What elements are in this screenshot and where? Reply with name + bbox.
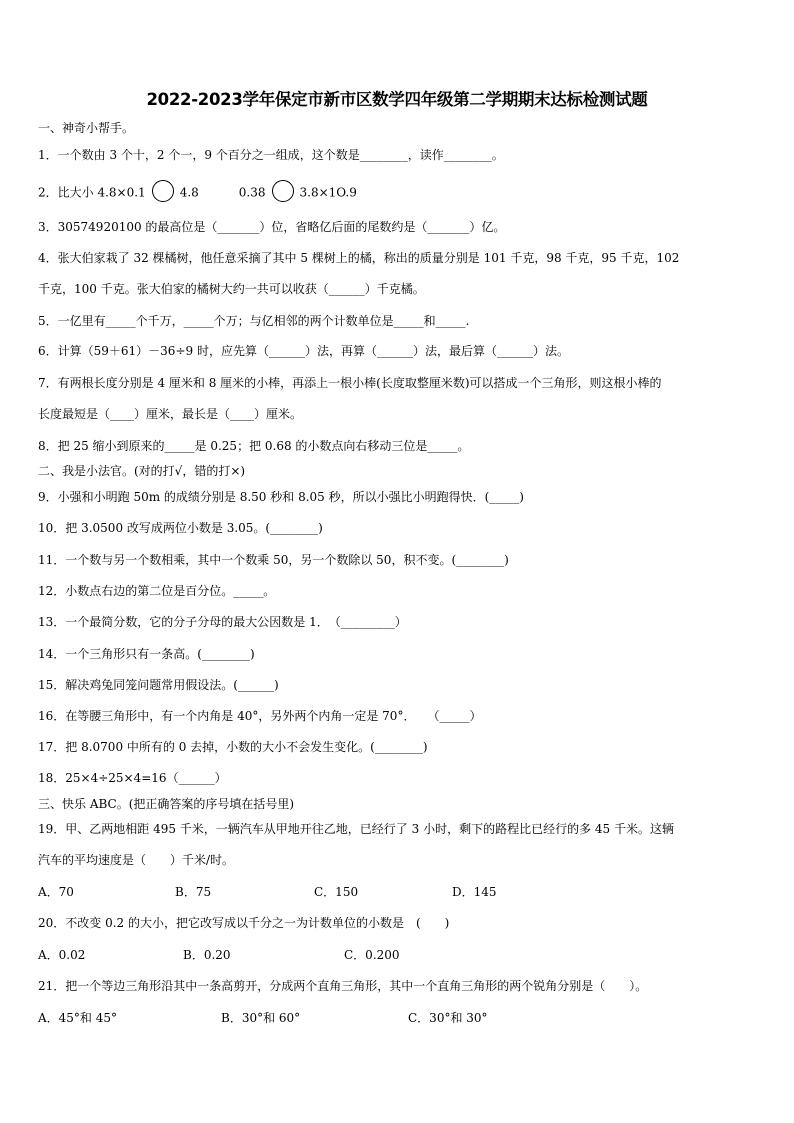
question-4-line-2: 千克，100 千克。张大伯家的橘树大约一共可以收获（______）千克橘。 [38, 282, 425, 296]
question-15: 15．解决鸡兔同笼问题常用假设法。(______) [38, 678, 279, 692]
question-21: 21．把一个等边三角形沿其中一条高剪开，分成两个直角三角形，其中一个直角三角形的两个锐角分别是（ ）。 [38, 979, 648, 993]
q19-option-a[interactable]: A．70 [38, 885, 74, 899]
q21-option-a[interactable]: A．45°和 45° [38, 1011, 118, 1025]
question-5: 5．一亿里有_____个千万，_____个万；与亿相邻的两个计数单位是_____和_____. [38, 314, 470, 328]
question-16: 16．在等腰三角形中，有一个内角是 40°，另外两个内角一定是 70°． （_____） [38, 709, 482, 723]
question-14: 14．一个三角形只有一条高。(________) [38, 647, 255, 661]
q19-option-d[interactable]: D．145 [452, 885, 497, 899]
q21-option-c[interactable]: C．30°和 30° [408, 1011, 488, 1025]
question-1: 1．一个数由 3 个十，2 个一，9 个百分之一组成，这个数是________，读作________。 [38, 148, 504, 162]
q2-b: 0.38 [238, 185, 266, 200]
question-13: 13．一个最简分数，它的分子分母的最大公因数是 1． （_________） [38, 615, 407, 629]
question-18: 18．25×4÷25×4=16（______） [38, 771, 227, 785]
question-12: 12．小数点右边的第二位是百分位。_____。 [38, 584, 276, 598]
question-17: 17．把 8.0700 中所有的 0 去掉，小数的大小不会发生变化。(________) [38, 740, 428, 754]
section-heading-2: 二、我是小法官。(对的打√，错的打×) [38, 464, 246, 478]
q2-lead: 2．比大小 4.8×0.1 [38, 185, 146, 200]
page-title: 2022-2023学年保定市新市区数学四年级第二学期期末达标检测试题 [146, 90, 648, 109]
q20-option-a[interactable]: A．0.02 [38, 948, 86, 962]
q2-a: 4.8 [179, 185, 199, 200]
question-19-line-2: 汽车的平均速度是（ ）千米/时。 [38, 853, 235, 867]
question-10: 10．把 3.0500 改写成两位小数是 3.05。(________) [38, 521, 323, 535]
q2-c: 3.8×1O.9 [299, 185, 357, 200]
compare-circle-2[interactable] [272, 180, 294, 202]
compare-circle-1[interactable] [152, 180, 174, 202]
q21-option-b[interactable]: B．30°和 60° [221, 1011, 301, 1025]
question-19-line-1: 19．甲、乙两地相距 495 千米，一辆汽车从甲地开往乙地，已经行了 3 小时，剩下的路程比已经行的多 45 千米。这辆 [38, 822, 674, 836]
question-2 [38, 182, 760, 204]
q19-option-b[interactable]: B．75 [175, 885, 212, 899]
q20-option-b[interactable]: B．0.20 [183, 948, 231, 962]
question-20: 20．不改变 0.2 的大小，把它改写成以千分之一为计数单位的小数是 ( ) [38, 916, 450, 930]
section-heading-1: 一、神奇小帮手。 [38, 121, 135, 135]
question-8: 8．把 25 缩小到原来的_____是 0.25；把 0.68 的小数点向右移动三位是_____。 [38, 439, 470, 453]
question-4-line-1: 4．张大伯家栽了 32 棵橘树，他任意采摘了其中 5 棵树上的橘，称出的质量分别是 101 千克，98 千克，95 千克，102 [38, 251, 680, 265]
question-6: 6．计算（59＋61）－36÷9 时，应先算（______）法，再算（______）法，最后算（______）法。 [38, 344, 569, 358]
q19-option-c[interactable]: C．150 [314, 885, 359, 899]
question-11: 11．一个数与另一个数相乘，其中一个数乘 50，另一个数除以 50，积不变。(________) [38, 553, 509, 567]
question-7-line-2: 长度最短是（____）厘米，最长是（____）厘米。 [38, 407, 303, 421]
question-7-line-1: 7．有两根长度分别是 4 厘米和 8 厘米的小棒，再添上一根小棒(长度取整厘米数)可以搭成一个三角形，则这根小棒的 [38, 376, 662, 390]
q20-option-c[interactable]: C．0.200 [344, 948, 400, 962]
question-3: 3．30574920100 的最高位是（_______）位，省略亿后面的尾数约是（_______）亿。 [38, 220, 506, 234]
question-9: 9．小强和小明跑 50m 的成绩分别是 8.50 秒和 8.05 秒，所以小强比小明跑得快．(_____) [38, 490, 524, 504]
section-heading-3: 三、快乐 ABC。(把正确答案的序号填在括号里) [38, 797, 295, 811]
